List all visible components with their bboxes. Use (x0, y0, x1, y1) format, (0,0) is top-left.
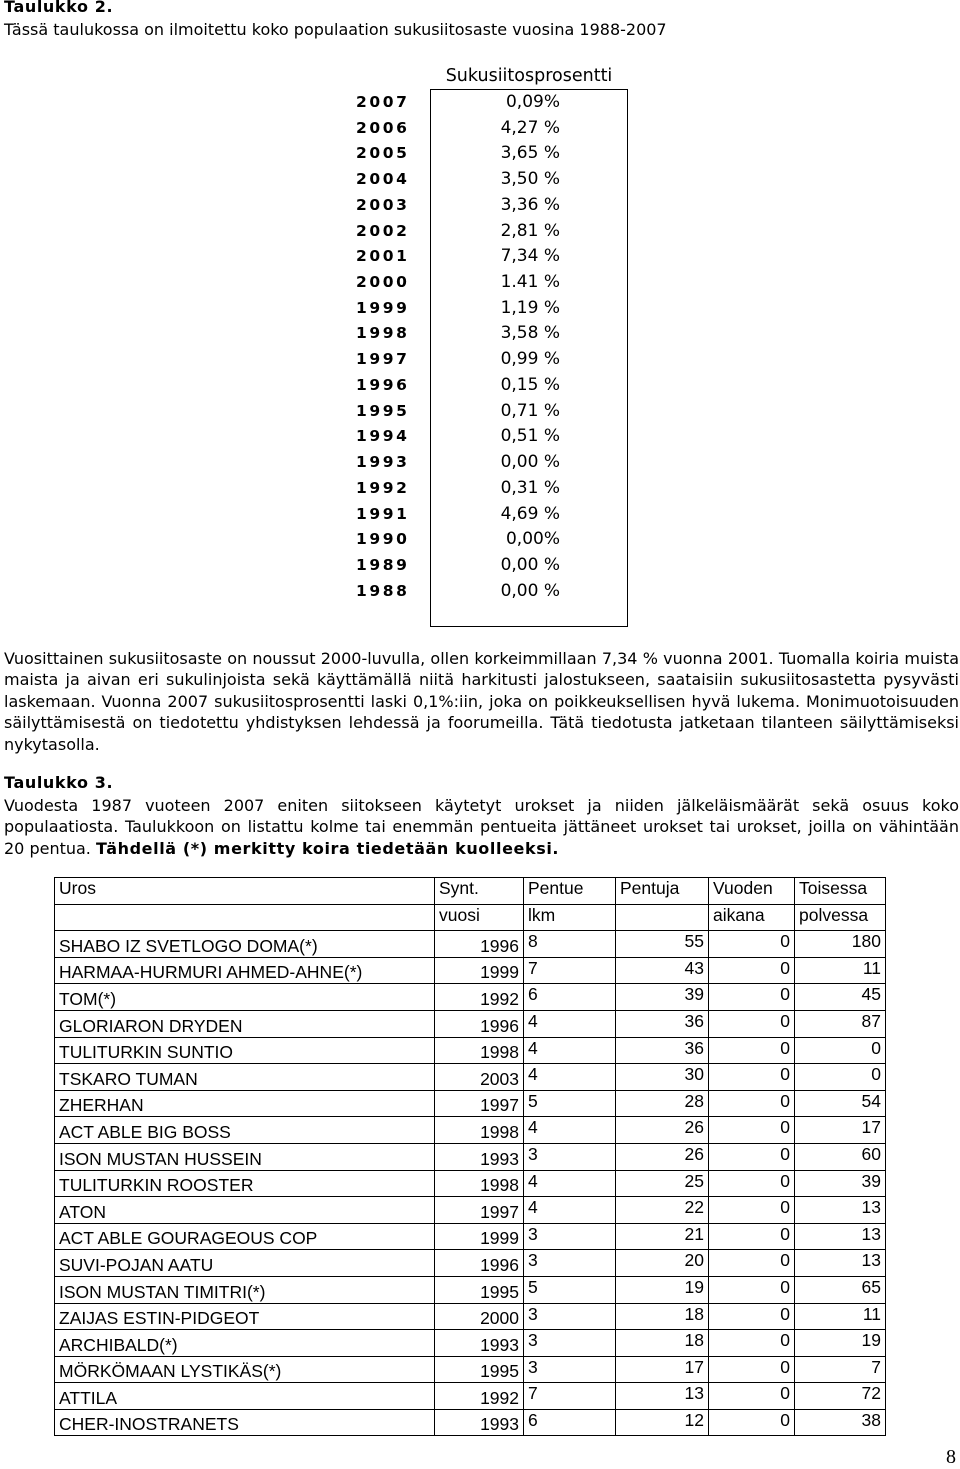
table2-row (0, 399, 960, 425)
table3-header-cell: lkm (524, 904, 616, 931)
puppy-count: 12 (616, 1409, 709, 1436)
puppy-count: 20 (616, 1250, 709, 1277)
second-generation: 17 (795, 1117, 886, 1144)
birth-year: 1993 (435, 1330, 524, 1357)
sire-name: SUVI-POJAN AATU (55, 1250, 435, 1277)
sire-name: ATTILA (55, 1383, 435, 1410)
table2-year: 2001 (356, 247, 410, 266)
birth-year: 1999 (435, 1223, 524, 1250)
birth-year: 1997 (435, 1197, 524, 1224)
table2-row (0, 450, 960, 476)
table2-year: 1988 (356, 581, 410, 600)
table2-year: 1994 (356, 427, 410, 446)
table2-row (0, 296, 960, 322)
table2-year: 1991 (356, 504, 410, 523)
sire-name: CHER-INOSTRANETS (55, 1409, 435, 1436)
puppy-count: 19 (616, 1276, 709, 1303)
table2-value: 0,00% (505, 529, 560, 550)
puppy-count: 43 (616, 957, 709, 984)
table2-value: 3,65 % (500, 143, 560, 164)
table2-row (0, 167, 960, 193)
table2-title: Taulukko 2. (4, 0, 114, 16)
table2-row (0, 244, 960, 270)
puppies-this-year: 0 (709, 984, 795, 1011)
sire-name: ACT ABLE BIG BOSS (55, 1117, 435, 1144)
sire-name: TSKARO TUMAN (55, 1064, 435, 1091)
table2-year: 1997 (356, 350, 410, 369)
table2-row (0, 373, 960, 399)
table2-row (0, 141, 960, 167)
sire-name: ACT ABLE GOURAGEOUS COP (55, 1223, 435, 1250)
table2-year: 1998 (356, 324, 410, 343)
table-row (55, 1276, 886, 1303)
puppies-this-year: 0 (709, 1010, 795, 1037)
table-row (55, 1037, 886, 1064)
table2-year: 1992 (356, 478, 410, 497)
sire-name: SHABO IZ SVETLOGO DOMA(*) (55, 931, 435, 958)
table2-year: 2005 (356, 144, 410, 163)
table2-row (0, 502, 960, 528)
sire-name: TULITURKIN SUNTIO (55, 1037, 435, 1064)
table2-caption-text: Tässä taulukossa on ilmoitettu koko populaation sukusiitosaste vuosina 1988-2007 (4, 20, 667, 39)
second-generation: 39 (795, 1170, 886, 1197)
paragraph-inbreeding-summary (4, 648, 959, 755)
table3-header-cell: Vuoden (709, 878, 795, 905)
sire-name: ARCHIBALD(*) (55, 1330, 435, 1357)
sire-name: GLORIARON DRYDEN (55, 1010, 435, 1037)
litter-count: 4 (524, 1064, 616, 1091)
table2-year: 2002 (356, 221, 410, 240)
table2-row (0, 476, 960, 502)
table2-value: 2,81 % (500, 220, 560, 241)
puppies-this-year: 0 (709, 1223, 795, 1250)
table3-header-row-1 (55, 878, 886, 905)
table2-year: 1995 (356, 401, 410, 420)
sire-name: HARMAA-HURMURI AHMED-AHNE(*) (55, 957, 435, 984)
table3-caption (4, 795, 959, 859)
second-generation: 65 (795, 1276, 886, 1303)
second-generation: 87 (795, 1010, 886, 1037)
second-generation: 13 (795, 1197, 886, 1224)
table2-row (0, 219, 960, 245)
litter-count: 3 (524, 1223, 616, 1250)
litter-count: 3 (524, 1356, 616, 1383)
birth-year: 1996 (435, 931, 524, 958)
second-generation: 13 (795, 1250, 886, 1277)
table-row (55, 1223, 886, 1250)
table2-row (0, 193, 960, 219)
litter-count: 3 (524, 1143, 616, 1170)
second-generation: 0 (795, 1037, 886, 1064)
table2-caption (4, 19, 959, 40)
table2-row (0, 424, 960, 450)
puppies-this-year: 0 (709, 1090, 795, 1117)
table2-row (0, 116, 960, 142)
second-generation: 11 (795, 1303, 886, 1330)
table2-value: 3,58 % (500, 323, 560, 344)
second-generation: 38 (795, 1409, 886, 1436)
litter-count: 5 (524, 1276, 616, 1303)
sire-name: ISON MUSTAN TIMITRI(*) (55, 1276, 435, 1303)
table2-year: 2007 (356, 93, 410, 111)
table2-value: 4,27 % (500, 117, 560, 138)
table2-year: 2000 (356, 273, 410, 292)
second-generation: 54 (795, 1090, 886, 1117)
table-row (55, 1383, 886, 1410)
table-row (55, 1143, 886, 1170)
table2-year: 1993 (356, 453, 410, 472)
table2-value: 0,00 % (500, 554, 560, 575)
puppy-count: 17 (616, 1356, 709, 1383)
puppy-count: 36 (616, 1037, 709, 1064)
puppies-this-year: 0 (709, 1143, 795, 1170)
birth-year: 1999 (435, 957, 524, 984)
table2-year: 2003 (356, 195, 410, 214)
litter-count: 8 (524, 931, 616, 958)
table-row (55, 931, 886, 958)
table2-value: 3,36 % (500, 194, 560, 215)
second-generation: 19 (795, 1330, 886, 1357)
table2-column-header: Sukusiitosprosentti (445, 66, 613, 86)
second-generation: 13 (795, 1223, 886, 1250)
second-generation: 60 (795, 1143, 886, 1170)
puppy-count: 18 (616, 1330, 709, 1357)
sire-name: ZAIJAS ESTIN-PIDGEOT (55, 1303, 435, 1330)
puppies-this-year: 0 (709, 1250, 795, 1277)
table3-header-cell (616, 904, 709, 931)
birth-year: 1998 (435, 1170, 524, 1197)
birth-year: 2000 (435, 1303, 524, 1330)
litter-count: 7 (524, 1383, 616, 1410)
table2-value: 0,99 % (500, 349, 560, 370)
table3-title: Taulukko 3. (4, 773, 114, 792)
table3-caption-plain: Vuodesta 1987 vuoteen 2007 eniten siitokseen käytetyt urokset ja niiden jälkeläismäärät sekä osuus koko populaatiosta. Taulukkoon on listattu kolme tai enemmän pentueita jättäneet urokset tai urokset, joilla on vähintään 20 pentua. (4, 796, 959, 858)
birth-year: 2003 (435, 1064, 524, 1091)
sires-table (54, 877, 886, 1436)
sire-name: TOM(*) (55, 984, 435, 1011)
table2-row (0, 579, 960, 605)
litter-count: 4 (524, 1170, 616, 1197)
birth-year: 1995 (435, 1276, 524, 1303)
birth-year: 1996 (435, 1250, 524, 1277)
table2-year: 1999 (356, 298, 410, 317)
table2-value: 0,51 % (500, 426, 560, 447)
page-number: 8 (946, 1446, 956, 1468)
table2-value: 0,00 % (500, 452, 560, 473)
table3-header-cell: Pentuja (616, 878, 709, 905)
puppies-this-year: 0 (709, 1330, 795, 1357)
table2-year: 1990 (356, 530, 410, 549)
puppies-this-year: 0 (709, 1383, 795, 1410)
table2-value: 0,31 % (500, 477, 560, 498)
birth-year: 1992 (435, 984, 524, 1011)
table2-year: 1996 (356, 375, 410, 394)
puppy-count: 28 (616, 1090, 709, 1117)
table2-row (0, 321, 960, 347)
table-row (55, 1010, 886, 1037)
table3-header-cell: polvessa (795, 904, 886, 931)
puppy-count: 26 (616, 1117, 709, 1144)
puppies-this-year: 0 (709, 1276, 795, 1303)
table3-header-cell (55, 904, 435, 931)
litter-count: 3 (524, 1250, 616, 1277)
table2-year: 2006 (356, 118, 410, 137)
litter-count: 6 (524, 984, 616, 1011)
table-row (55, 1117, 886, 1144)
second-generation: 180 (795, 931, 886, 958)
puppies-this-year: 0 (709, 1117, 795, 1144)
table3-header-cell: Uros (55, 878, 435, 905)
puppy-count: 30 (616, 1064, 709, 1091)
puppy-count: 26 (616, 1143, 709, 1170)
puppies-this-year: 0 (709, 1303, 795, 1330)
litter-count: 5 (524, 1090, 616, 1117)
table-row (55, 1090, 886, 1117)
sire-name: TULITURKIN ROOSTER (55, 1170, 435, 1197)
litter-count: 6 (524, 1409, 616, 1436)
puppy-count: 36 (616, 1010, 709, 1037)
litter-count: 4 (524, 1010, 616, 1037)
table-row (55, 1303, 886, 1330)
puppy-count: 18 (616, 1303, 709, 1330)
table-row (55, 1250, 886, 1277)
puppies-this-year: 0 (709, 1356, 795, 1383)
paragraph1-text: Vuosittainen sukusiitosaste on noussut 2000-luvulla, ollen korkeimmillaan 7,34 % vuonna 2001. Tuomalla koiria muista maista ja aivan eri sukulinjoista sekä käyttämällä niitä harkitusti jalostukseen, saataisiin sukusiitosastetta pysyvästi laskemaan. Vuonna 2007 sukusiitosprosentti laski 0,1%:iin, joka on poikkeuksellisen hyvä lukema. Monimuotoisuuden säilyttämisestä on tiedotettu yhdistyksen lehdessä ja foorumeilla. Tätä tiedotusta jatketaan tilanteen säilyttämiseksi nykytasolla. (4, 649, 959, 754)
puppies-this-year: 0 (709, 1409, 795, 1436)
second-generation: 0 (795, 1064, 886, 1091)
birth-year: 1998 (435, 1037, 524, 1064)
table2-row (0, 270, 960, 296)
second-generation: 7 (795, 1356, 886, 1383)
table3-caption-bold: Tähdellä (*) merkitty koira tiedetään kuolleeksi. (95, 838, 560, 858)
table-row (55, 1409, 886, 1436)
litter-count: 4 (524, 1037, 616, 1064)
second-generation: 11 (795, 957, 886, 984)
sire-name: MÖRKÖMAAN LYSTIKÄS(*) (55, 1356, 435, 1383)
litter-count: 7 (524, 957, 616, 984)
birth-year: 1993 (435, 1409, 524, 1436)
table2-value: 0,15 % (500, 374, 560, 395)
puppy-count: 13 (616, 1383, 709, 1410)
table3-header-cell: Synt. (435, 878, 524, 905)
birth-year: 1993 (435, 1143, 524, 1170)
table2-row (0, 553, 960, 579)
puppies-this-year: 0 (709, 1197, 795, 1224)
table2-row (0, 347, 960, 373)
table3-header-cell: Toisessa (795, 878, 886, 905)
table3-header-cell: aikana (709, 904, 795, 931)
litter-count: 4 (524, 1117, 616, 1144)
table2-value: 3,50 % (500, 169, 560, 190)
birth-year: 1992 (435, 1383, 524, 1410)
table-row (55, 1197, 886, 1224)
table2-value: 1.41 % (500, 272, 560, 293)
table3-header-cell: Pentue (524, 878, 616, 905)
table2-year: 2004 (356, 170, 410, 189)
table3-header-cell: vuosi (435, 904, 524, 931)
table-row (55, 1330, 886, 1357)
puppy-count: 22 (616, 1197, 709, 1224)
table2-value: 4,69 % (500, 503, 560, 524)
puppy-count: 25 (616, 1170, 709, 1197)
table-row (55, 1064, 886, 1091)
birth-year: 1996 (435, 1010, 524, 1037)
sire-name: ATON (55, 1197, 435, 1224)
table3-header-row-2 (55, 904, 886, 931)
second-generation: 72 (795, 1383, 886, 1410)
table2-year: 1989 (356, 555, 410, 574)
puppy-count: 39 (616, 984, 709, 1011)
puppy-count: 21 (616, 1223, 709, 1250)
puppies-this-year: 0 (709, 957, 795, 984)
table2-row (0, 527, 960, 553)
litter-count: 3 (524, 1303, 616, 1330)
table-row (55, 984, 886, 1011)
puppy-count: 55 (616, 931, 709, 958)
sire-name: ISON MUSTAN HUSSEIN (55, 1143, 435, 1170)
table-row (55, 957, 886, 984)
litter-count: 3 (524, 1330, 616, 1357)
table2-value: 0,71 % (500, 400, 560, 421)
sire-name: ZHERHAN (55, 1090, 435, 1117)
table-row (55, 1356, 886, 1383)
litter-count: 4 (524, 1197, 616, 1224)
birth-year: 1998 (435, 1117, 524, 1144)
table2-row (0, 90, 960, 116)
puppies-this-year: 0 (709, 931, 795, 958)
puppies-this-year: 0 (709, 1170, 795, 1197)
puppies-this-year: 0 (709, 1064, 795, 1091)
puppies-this-year: 0 (709, 1037, 795, 1064)
table2-value: 7,34 % (500, 246, 560, 267)
second-generation: 45 (795, 984, 886, 1011)
table3-caption-text (4, 795, 959, 859)
table2-value: 1,19 % (500, 297, 560, 318)
table-row (55, 1170, 886, 1197)
birth-year: 1997 (435, 1090, 524, 1117)
table2-value: 0,00 % (500, 580, 560, 601)
birth-year: 1995 (435, 1356, 524, 1383)
table2-value: 0,09% (505, 92, 560, 112)
